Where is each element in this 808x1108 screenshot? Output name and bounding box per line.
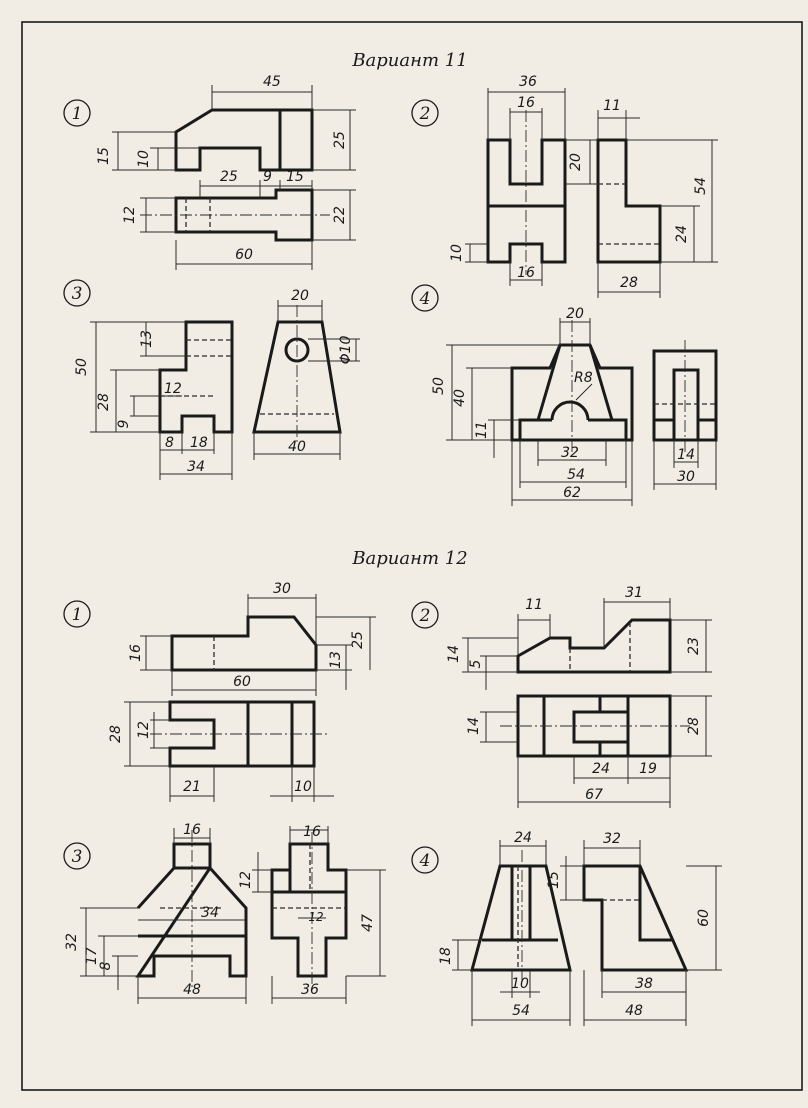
dim-label: 62 [563,485,581,501]
dim-label: 38 [635,976,653,992]
task-number: 4 [419,289,431,309]
dim-label: 22 [332,206,348,224]
v11-task-4 [412,285,716,506]
dim-label: 8 [98,961,114,971]
v11-task-3 [64,280,360,480]
dim-label: 9 [116,419,132,429]
dim-label: 12 [122,206,138,224]
dim-label: 10 [449,244,465,262]
dim-label: 20 [568,153,584,171]
dim-label: 30 [273,581,291,597]
dim-label: 32 [603,831,621,847]
dim-label: 40 [452,389,468,407]
dim-label: 34 [201,905,219,921]
variant-11-title: Вариант 11 [352,50,468,71]
dim-label: 23 [686,637,702,655]
v12t1-front-view [172,617,316,670]
task-number: 3 [71,284,83,304]
dim-label: 67 [585,787,603,803]
dim-label: 60 [235,247,253,263]
task-number: 4 [419,851,431,871]
dim-label: 60 [233,674,251,690]
dim-label: 28 [620,275,638,291]
v11-task-1 [64,74,356,270]
dim-label: 10 [136,150,152,168]
v12t4-side-view [584,866,686,970]
dim-label: 28 [108,725,124,743]
dim-label: 54 [693,177,709,195]
dim-label: 32 [64,933,80,951]
dim-label: 14 [466,717,482,735]
dim-label: 48 [625,1003,643,1019]
dim-label: 54 [567,467,585,483]
v12-task-3 [64,822,386,1004]
dim-label: 11 [603,98,621,114]
dim-label: 40 [288,439,306,455]
dim-label: 16 [517,95,535,111]
dim-label: 17 [84,947,100,965]
v11t3-front-view [160,322,232,432]
dim-label: 28 [96,393,112,411]
dim-label: 16 [183,822,201,838]
dim-label: 48 [183,982,201,998]
dim-label: 19 [639,761,657,777]
dim-label: 32 [561,445,579,461]
dim-label: 10 [511,976,529,992]
v12t2-front-view [518,620,670,672]
dim-label: 18 [438,947,454,965]
dim-label: 50 [431,377,447,395]
dim-label: 47 [360,914,376,932]
v12-task-1 [64,581,376,802]
dim-label: 24 [592,761,610,777]
v11-task-2 [412,74,718,298]
dim-label: 15 [546,871,562,889]
dim-label: 15 [286,169,304,185]
dim-label: R8 [574,370,593,386]
dim-label: 8 [165,435,174,451]
dim-label: 25 [220,169,238,185]
dim-label: 54 [512,1003,530,1019]
dim-label: 20 [291,288,309,304]
dim-label: 12 [136,721,152,739]
dim-label: 50 [74,358,90,376]
dim-label: 25 [332,131,348,149]
dim-label: 36 [301,982,319,998]
task-number: 1 [71,605,83,625]
dim-label: 25 [350,631,366,649]
dim-label: 12 [308,910,324,924]
dim-label: 21 [183,779,201,795]
dim-label: 14 [677,447,695,463]
task-number: 2 [419,606,431,626]
task-number: 3 [71,847,83,867]
dim-label: 60 [696,909,712,927]
dim-label: 16 [517,265,535,281]
dim-label: 12 [164,381,182,397]
dim-label: 14 [446,645,462,663]
dim-label: 36 [519,74,537,90]
dim-label: 5 [468,659,484,669]
v12-task-2 [412,585,712,808]
v11t2-front-view [488,140,565,262]
dim-label: 11 [525,597,543,613]
dim-label: 34 [187,459,205,475]
v12-task-4 [412,830,722,1026]
dim-label: 16 [128,644,144,662]
dim-label: Φ10 [338,335,354,365]
dim-label: 9 [263,169,272,185]
dim-label: 13 [328,651,344,669]
dim-label: 45 [263,74,281,90]
dim-label: 31 [625,585,643,601]
dim-label: 16 [303,824,321,840]
dim-label: 12 [238,871,254,889]
task-number: 2 [419,104,431,124]
dim-label: 11 [474,421,490,439]
dim-label: 24 [514,830,532,846]
variant-12-title: Вариант 12 [352,548,468,569]
task-number: 1 [71,104,83,124]
dim-label: 24 [674,225,690,243]
dim-label: 13 [139,330,155,348]
dim-label: 20 [566,306,584,322]
v11t1-front-view [176,110,312,170]
dim-label: 28 [686,717,702,735]
dim-label: 10 [294,779,312,795]
dim-label: 15 [96,147,112,165]
dim-label: 18 [190,435,208,451]
dim-label: 30 [677,469,695,485]
